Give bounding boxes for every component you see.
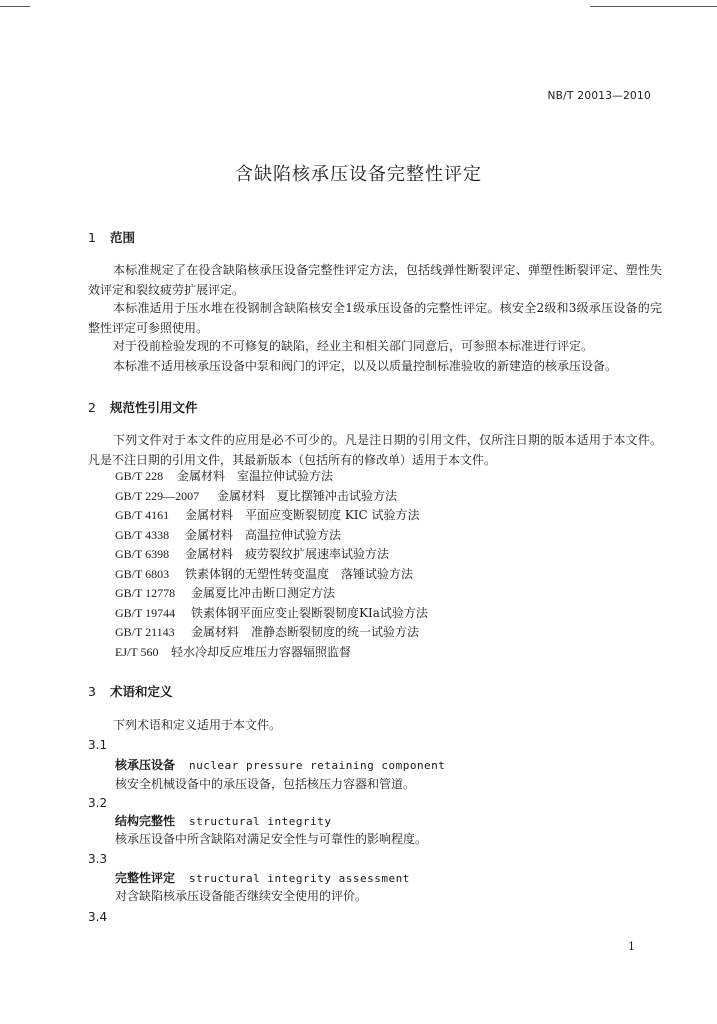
section-number: 2 (88, 400, 96, 415)
term-number: 3.3 (88, 852, 108, 866)
section-3-heading (88, 682, 173, 700)
reference-title: 金属材料 疲劳裂纹扩展速率试验方法 (185, 547, 390, 561)
term-english: structural integrity assessment (189, 872, 410, 885)
reference-title: 金属材料 夏比摆锤冲击试验方法 (217, 488, 398, 503)
reference-code: EJ/T 560 (115, 644, 159, 659)
section-title: 范围 (110, 230, 136, 245)
term-english: structural integrity (189, 815, 332, 828)
standard-code: NB/T 20013—2010 (547, 90, 651, 102)
reference-code: GB/T 228 (115, 469, 164, 483)
term-definition: 核安全机械设备中的承压设备，包括核压力容器和管道。 (115, 777, 416, 791)
reference-code: GB/T 229—2007 (115, 488, 200, 503)
term-entry (115, 869, 410, 886)
term-entry (115, 756, 445, 773)
term-chinese: 结构完整性 (115, 814, 176, 828)
reference-code: GB/T 19744 (115, 605, 176, 620)
reference-item (115, 643, 428, 663)
scan-artifact-right (590, 6, 717, 7)
reference-code: GB/T 12778 (115, 586, 176, 600)
section-title: 规范性引用文件 (110, 400, 198, 415)
page-number: 1 (628, 940, 635, 953)
reference-item (115, 526, 428, 546)
terms-intro: 下列术语和定义适用于本文件。 (113, 718, 282, 732)
reference-item (115, 565, 428, 585)
scope-paragraph: 本标准适用于压水堆在役钢制含缺陷核安全1级承压设备的完整性评定。核安全2级和3级承压设备的完整性评定可参照使用。 (88, 301, 662, 335)
term-entry (115, 812, 331, 829)
reference-title: 金属材料 高温拉伸试验方法 (185, 527, 342, 542)
reference-item (115, 506, 428, 526)
term-number: 3.2 (88, 796, 108, 810)
term-definition: 核承压设备中所含缺陷对满足安全性与可靠性的影响程度。 (115, 832, 428, 846)
section-title: 术语和定义 (110, 684, 173, 699)
reference-title: 铁素体钢的无塑性转变温度 落锤试验方法 (185, 566, 414, 581)
document-title: 含缺陷核承压设备完整性评定 (235, 164, 482, 185)
reference-item (115, 584, 428, 604)
term-chinese: 完整性评定 (115, 871, 176, 885)
section-number: 1 (88, 230, 96, 245)
scope-paragraph: 对于役前检验发现的不可修复的缺陷，经业主和相关部门同意后，可参照本标准进行评定。 (113, 339, 594, 353)
reference-list (115, 467, 428, 662)
section-2-heading (88, 398, 198, 416)
scope-paragraph: 本标准规定了在役含缺陷核承压设备完整性评定方法，包括线弹性断裂评定、弹塑性断裂评定、塑性失效评定和裂纹疲劳扩展评定。 (88, 263, 662, 297)
references-intro: 下列文件对于本文件的应用是必不可少的。凡是注日期的引用文件，仅所注日期的版本适用于本文件。凡是不注日期的引用文件，其最新版本（包括所有的修改单）适用于本文件。 (88, 433, 662, 467)
term-chinese: 核承压设备 (115, 758, 176, 772)
reference-code: GB/T 6803 (115, 566, 170, 581)
term-english: nuclear pressure retaining component (189, 759, 446, 772)
section-1-heading (88, 228, 135, 246)
reference-item (115, 545, 428, 565)
scan-artifact-left (0, 6, 30, 7)
reference-title: 铁素体钢平面应变止裂断裂韧度KIa试验方法 (191, 605, 428, 620)
term-number: 3.4 (88, 910, 108, 924)
reference-item (115, 604, 428, 624)
reference-code: GB/T 21143 (115, 625, 175, 639)
term-number: 3.1 (88, 738, 108, 752)
reference-code: GB/T 4338 (115, 527, 170, 542)
reference-title: 轻水冷却反应堆压力容器辐照监督 (171, 644, 352, 659)
reference-item (115, 487, 428, 507)
reference-title: 金属材料 准静态断裂韧度的统一试验方法 (191, 625, 420, 639)
section-number: 3 (88, 684, 96, 699)
reference-title: 金属材料 室温拉伸试验方法 (177, 469, 334, 483)
reference-item (115, 467, 428, 487)
scope-paragraph: 本标准不适用核承压设备中泵和阀门的评定，以及以质量控制标准验收的新建造的核承压设备。 (113, 359, 618, 373)
reference-code: GB/T 6398 (115, 547, 170, 561)
term-definition: 对含缺陷核承压设备能否继续安全使用的评价。 (115, 889, 368, 903)
reference-code: GB/T 4161 (115, 508, 170, 522)
reference-title: 金属材料 平面应变断裂韧度 KIC 试验方法 (185, 508, 420, 522)
reference-title: 金属夏比冲击断口测定方法 (191, 586, 336, 600)
reference-item (115, 623, 428, 643)
